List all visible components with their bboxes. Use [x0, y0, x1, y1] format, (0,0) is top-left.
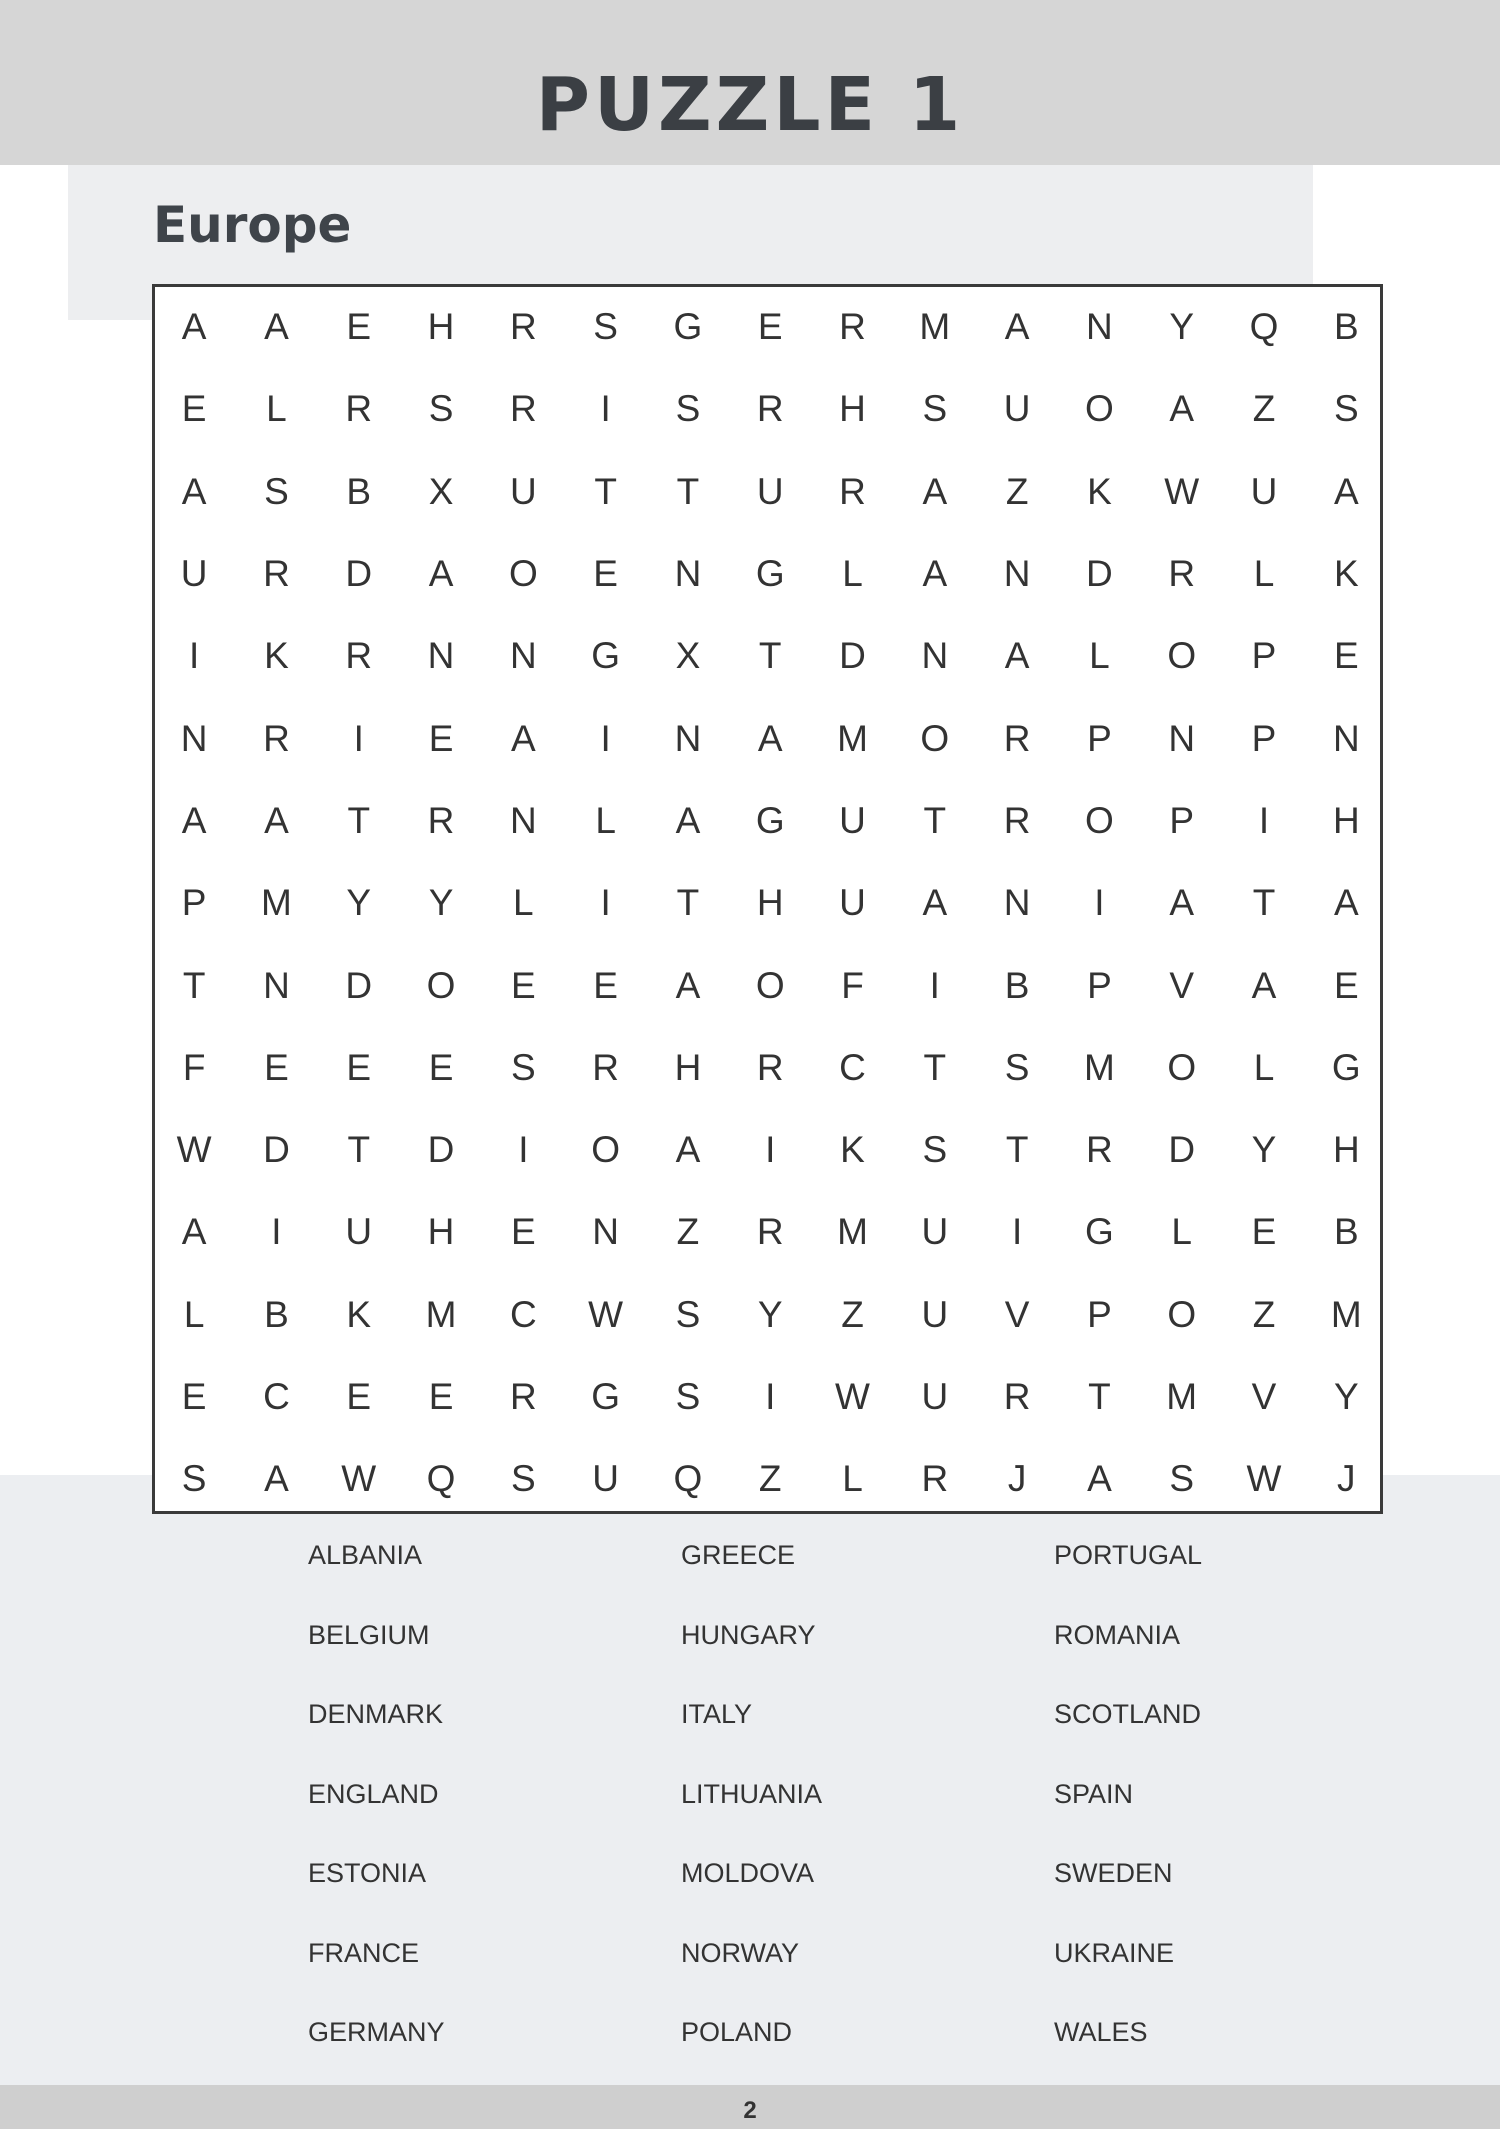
grid-cell: N — [509, 635, 537, 677]
grid-cell: S — [1004, 1046, 1030, 1088]
grid-cell: G — [755, 553, 785, 595]
grid-cell: E — [593, 553, 618, 595]
grid-cell: P — [1087, 1293, 1112, 1335]
page-title: PUZZLE 1 — [535, 62, 965, 148]
grid-cell: A — [1087, 1458, 1112, 1500]
grid-cell: T — [1252, 882, 1276, 924]
grid-cell: I — [1094, 882, 1105, 924]
grid-cell: A — [181, 799, 207, 841]
grid-cell: M — [1166, 1376, 1198, 1417]
grid-cell: V — [1004, 1293, 1030, 1335]
grid-cell: L — [1171, 1211, 1192, 1253]
grid-cell: G — [755, 799, 785, 841]
grid-cell: O — [508, 553, 538, 595]
grid-cell: O — [1167, 635, 1197, 677]
grid-cell: L — [513, 882, 534, 924]
grid-cell: G — [591, 635, 621, 677]
grid-cell: E — [264, 1046, 289, 1088]
grid-cell: R — [839, 306, 866, 348]
grid-cell: R — [756, 1211, 784, 1253]
grid-cell: N — [1332, 717, 1360, 759]
grid-cell: P — [1087, 717, 1112, 759]
grid-cell: Z — [1005, 470, 1029, 512]
grid-cell: L — [183, 1293, 205, 1335]
grid-cell: I — [518, 1129, 529, 1171]
grid-cell: Y — [1169, 306, 1195, 348]
word-list-item: NORWAY — [681, 1937, 800, 1968]
grid-cell: R — [509, 1376, 537, 1417]
grid-cell: R — [839, 470, 866, 512]
grid-cell: M — [1084, 1046, 1115, 1088]
grid-cell: R — [1086, 1129, 1113, 1171]
grid-cell: B — [1004, 964, 1030, 1006]
word-list-item: SCOTLAND — [1054, 1699, 1202, 1729]
grid-cell: O — [920, 717, 950, 759]
grid-cell: M — [261, 882, 292, 924]
grid-cell: B — [1333, 1211, 1359, 1253]
grid-cell: U — [1250, 470, 1278, 512]
grid-cell: T — [676, 882, 700, 924]
grid-cell: D — [1086, 553, 1113, 595]
grid-cell: L — [1253, 1046, 1275, 1088]
grid-cell: F — [841, 964, 864, 1006]
word-list-item: SPAIN — [1054, 1778, 1134, 1809]
grid-cell: H — [1332, 799, 1360, 841]
grid-cell: A — [1169, 388, 1195, 430]
grid-cell: Q — [1249, 306, 1279, 348]
grid-cell: S — [264, 470, 289, 512]
grid-cell: W — [835, 1376, 870, 1417]
grid-cell: N — [674, 717, 702, 759]
grid-cell: Z — [1252, 1293, 1276, 1335]
grid-cell: S — [510, 1046, 536, 1088]
grid-cell: T — [1088, 1376, 1111, 1417]
grid-cell: R — [263, 717, 290, 759]
grid-cell: E — [346, 306, 372, 348]
grid-cell: T — [923, 799, 947, 841]
grid-cell: S — [675, 388, 701, 430]
grid-cell: I — [765, 1129, 776, 1171]
grid-cell: O — [755, 964, 785, 1006]
grid-cell: X — [675, 635, 701, 677]
grid-cell: A — [1004, 306, 1030, 348]
word-list-item: POLAND — [681, 2017, 793, 2047]
grid-cell: I — [1258, 799, 1270, 841]
grid-cell: Y — [1251, 1129, 1277, 1171]
grid-cell: H — [427, 306, 455, 348]
grid-cell: E — [510, 964, 536, 1006]
grid-cell: I — [600, 388, 611, 430]
grid-cell: R — [509, 306, 537, 348]
grid-cell: K — [346, 1293, 372, 1335]
grid-cell: S — [675, 1376, 701, 1417]
grid-cell: E — [181, 1376, 207, 1417]
grid-cell: G — [1085, 1211, 1114, 1253]
grid-cell: U — [921, 1211, 949, 1253]
grid-cell: A — [428, 553, 454, 595]
grid-cell: E — [428, 1046, 454, 1088]
grid-cell: E — [428, 717, 454, 759]
grid-cell: E — [428, 1376, 454, 1417]
grid-cell: S — [922, 1129, 948, 1171]
grid-cell: N — [1168, 717, 1196, 759]
grid-cell: A — [181, 306, 207, 348]
grid-cell: H — [839, 388, 866, 430]
grid-cell: A — [264, 1458, 289, 1500]
grid-cell: C — [839, 1046, 866, 1088]
grid-cell: R — [921, 1458, 949, 1500]
word-list-item: SWEDEN — [1054, 1858, 1173, 1888]
grid-cell: A — [922, 882, 948, 924]
grid-cell: R — [509, 388, 537, 430]
word-list-item: ALBANIA — [308, 1540, 423, 1570]
grid-cell: R — [756, 1046, 784, 1088]
word-list-item: WALES — [1054, 2017, 1148, 2047]
grid-cell: A — [181, 470, 207, 512]
grid-cell: T — [594, 470, 617, 512]
grid-cell: S — [181, 1458, 207, 1500]
grid-cell: U — [345, 1211, 373, 1253]
grid-cell: D — [345, 964, 373, 1006]
grid-cell: S — [510, 1458, 536, 1500]
puzzle-subtitle: Europe — [153, 196, 352, 254]
grid-cell: F — [182, 1046, 206, 1088]
grid-cell: B — [264, 1293, 289, 1335]
grid-cell: C — [263, 1376, 290, 1417]
grid-cell: E — [757, 306, 783, 348]
grid-cell: N — [921, 635, 949, 677]
grid-cell: N — [592, 1211, 619, 1253]
word-list-item: ITALY — [681, 1699, 753, 1729]
grid-cell: D — [427, 1129, 455, 1171]
grid-cell: N — [427, 635, 455, 677]
grid-cell: Q — [426, 1458, 456, 1500]
grid-cell: T — [676, 470, 700, 512]
grid-cell: N — [1003, 882, 1031, 924]
grid-cell: J — [1337, 1458, 1356, 1500]
grid-cell: O — [1085, 388, 1114, 430]
word-list-item: BELGIUM — [308, 1619, 430, 1650]
grid-cell: P — [181, 882, 207, 924]
grid-cell: P — [1087, 964, 1112, 1006]
grid-cell: K — [1087, 470, 1112, 512]
grid-cell: U — [592, 1458, 619, 1500]
word-list-item: GERMANY — [308, 2017, 445, 2047]
grid-cell: A — [1004, 635, 1030, 677]
grid-cell: M — [919, 306, 951, 348]
grid-cell: D — [345, 553, 373, 595]
grid-cell: B — [346, 470, 372, 512]
grid-cell: S — [428, 388, 454, 430]
grid-cell: P — [1251, 717, 1277, 759]
grid-cell: W — [588, 1293, 624, 1335]
grid-cell: E — [346, 1376, 372, 1417]
grid-cell: O — [426, 964, 456, 1006]
grid-cell: N — [263, 964, 290, 1006]
grid-cell: L — [1089, 635, 1110, 677]
grid-cell: P — [1251, 635, 1277, 677]
grid-cell: A — [1169, 882, 1195, 924]
grid-cell: V — [1251, 1376, 1277, 1417]
grid-cell: S — [593, 306, 618, 348]
grid-cell: I — [765, 1376, 776, 1417]
grid-cell: T — [923, 1046, 947, 1088]
grid-cell: W — [1164, 470, 1200, 512]
grid-cell: I — [189, 635, 200, 677]
grid-cell: I — [600, 717, 611, 759]
grid-cell: Y — [1333, 1376, 1359, 1417]
grid-cell: M — [837, 1211, 868, 1253]
grid-cell: A — [675, 964, 701, 1006]
grid-cell: Z — [841, 1293, 864, 1335]
grid-cell: H — [674, 1046, 702, 1088]
grid-cell: L — [842, 1458, 863, 1500]
grid-cell: R — [592, 1046, 619, 1088]
word-list-item: DENMARK — [308, 1699, 444, 1729]
grid-cell: V — [1169, 964, 1195, 1006]
grid-cell: O — [1167, 1046, 1197, 1088]
word-list-item: PORTUGAL — [1054, 1540, 1203, 1570]
grid-cell: R — [1168, 553, 1196, 595]
letter-grid — [153, 286, 1387, 1520]
word-list-item: ESTONIA — [308, 1858, 427, 1888]
grid-cell: E — [1333, 635, 1359, 677]
grid-cell: U — [509, 470, 537, 512]
grid-cell: B — [1333, 306, 1359, 348]
page-number: 2 — [743, 2097, 757, 2124]
grid-cell: M — [837, 717, 868, 759]
grid-cell: R — [756, 388, 784, 430]
grid-cell: A — [922, 553, 948, 595]
grid-cell: E — [1333, 964, 1359, 1006]
grid-cell: H — [756, 882, 784, 924]
grid-cell: S — [675, 1293, 701, 1335]
grid-cell: R — [345, 635, 373, 677]
grid-cell: G — [1331, 1046, 1361, 1088]
grid-cell: M — [1330, 1293, 1362, 1335]
grid-cell: R — [1003, 717, 1031, 759]
grid-cell: E — [593, 964, 618, 1006]
grid-cell: Z — [676, 1211, 700, 1253]
grid-cell: S — [1169, 1458, 1195, 1500]
word-list-item: FRANCE — [308, 1937, 420, 1968]
grid-cell: E — [1251, 1211, 1277, 1253]
word-list — [308, 1540, 1427, 2097]
grid-cell: U — [180, 553, 208, 595]
grid-cell: D — [263, 1129, 290, 1171]
grid-cell: I — [600, 882, 611, 924]
grid-cell: Y — [346, 882, 372, 924]
grid-cell: U — [839, 882, 866, 924]
grid-cell: S — [922, 388, 948, 430]
grid-cell: U — [921, 1376, 949, 1417]
word-list-item: ROMANIA — [1054, 1619, 1181, 1650]
grid-cell: Z — [758, 1458, 782, 1500]
grid-cell: J — [1007, 1458, 1027, 1500]
word-list-item: UKRAINE — [1054, 1937, 1175, 1968]
grid-cell: S — [1333, 388, 1359, 430]
grid-cell: A — [264, 306, 289, 348]
grid-cell: O — [1085, 799, 1114, 841]
grid-cell: N — [1003, 553, 1031, 595]
grid-cell: I — [353, 717, 364, 759]
grid-cell: U — [1003, 388, 1031, 430]
grid-cell: U — [839, 799, 866, 841]
grid-cell: A — [675, 799, 701, 841]
grid-cell: G — [673, 306, 703, 348]
grid-cell: N — [1086, 306, 1113, 348]
grid-cell: A — [510, 717, 536, 759]
grid-cell: W — [341, 1458, 377, 1500]
grid-cell: R — [345, 388, 373, 430]
grid-cell: L — [266, 388, 287, 430]
grid-cell: H — [427, 1211, 455, 1253]
grid-cell: X — [428, 470, 454, 512]
grid-cell: O — [591, 1129, 621, 1171]
grid-cell: K — [1333, 553, 1359, 595]
grid-cell: P — [1169, 799, 1195, 841]
grid-cell: D — [1168, 1129, 1196, 1171]
grid-cell: A — [1251, 964, 1277, 1006]
grid-cell: C — [509, 1293, 537, 1335]
grid-cell: M — [425, 1293, 457, 1335]
grid-cell: R — [1003, 1376, 1031, 1417]
grid-cell: D — [839, 635, 866, 677]
grid-cell: A — [757, 717, 783, 759]
grid-cell: T — [347, 1129, 371, 1171]
grid-cell: A — [1333, 470, 1359, 512]
grid-cell: K — [840, 1129, 865, 1171]
grid-cell: E — [346, 1046, 372, 1088]
grid-cell: Z — [1252, 388, 1276, 430]
grid-cell: R — [1003, 799, 1031, 841]
word-list-item: LITHUANIA — [681, 1778, 823, 1809]
grid-cell: L — [842, 553, 863, 595]
grid-cell: I — [929, 964, 940, 1006]
grid-cell: Y — [428, 882, 454, 924]
word-list-item: HUNGARY — [681, 1619, 816, 1650]
grid-cell: L — [595, 799, 616, 841]
grid-cell: T — [1005, 1129, 1029, 1171]
grid-cell: H — [1332, 1129, 1360, 1171]
grid-cell: O — [1167, 1293, 1197, 1335]
grid-cell: I — [1011, 1211, 1023, 1253]
grid-cell: G — [591, 1376, 621, 1417]
grid-cell: L — [1253, 553, 1275, 595]
grid-cell: I — [271, 1211, 282, 1253]
grid-cell: W — [176, 1129, 212, 1171]
grid-cell: T — [758, 635, 782, 677]
grid-cell: A — [1333, 882, 1359, 924]
grid-cell: T — [347, 799, 371, 841]
grid-cell: A — [264, 799, 289, 841]
grid-cell: U — [921, 1293, 949, 1335]
grid-cell: R — [427, 799, 455, 841]
grid-cell: A — [675, 1129, 701, 1171]
grid-cell: K — [264, 635, 289, 677]
grid-cell: T — [182, 964, 206, 1006]
grid-cell: N — [674, 553, 702, 595]
grid-cell: A — [922, 470, 948, 512]
word-list-item: GREECE — [681, 1540, 796, 1570]
word-list-item: ENGLAND — [308, 1778, 439, 1809]
grid-cell: Y — [757, 1293, 783, 1335]
grid-cell: E — [181, 388, 207, 430]
grid-cell: W — [1246, 1458, 1282, 1500]
word-list-item: MOLDOVA — [681, 1858, 815, 1888]
grid-cell: N — [180, 717, 208, 759]
grid-cell: Q — [673, 1458, 703, 1500]
grid-cell: N — [509, 799, 537, 841]
grid-cell: E — [510, 1211, 536, 1253]
grid-cell: R — [263, 553, 290, 595]
grid-cell: U — [756, 470, 784, 512]
grid-cell: A — [181, 1211, 207, 1253]
